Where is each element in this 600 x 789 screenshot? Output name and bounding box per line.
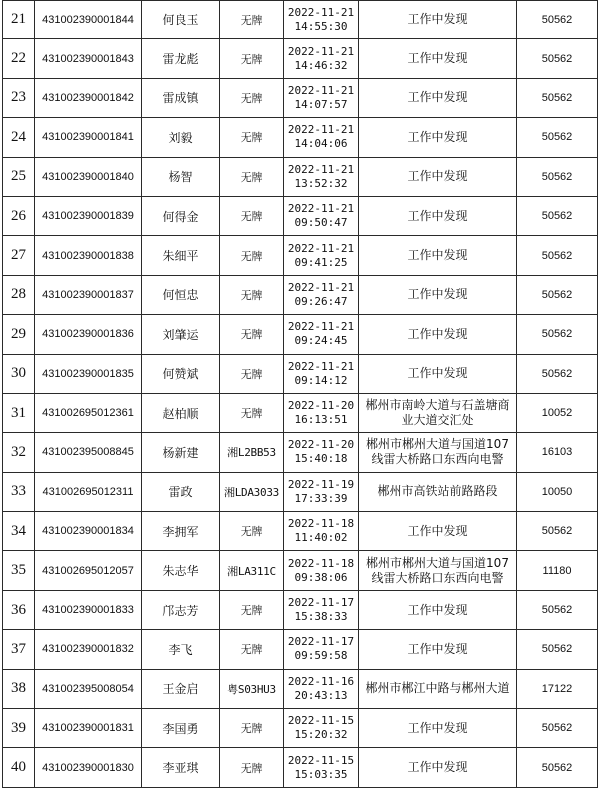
violation-code-cell: 50562	[517, 591, 598, 629]
row-index-cell: 23	[3, 79, 35, 117]
row-index-cell: 33	[3, 473, 35, 511]
row-index-cell: 37	[3, 630, 35, 668]
row-index-cell: 29	[3, 315, 35, 353]
violation-datetime-cell: 2022-11-21 14:55:30	[284, 1, 359, 38]
document-number-cell: 431002390001841	[35, 118, 142, 156]
document-number-cell: 431002390001844	[35, 1, 142, 38]
violation-datetime-cell: 2022-11-21 14:04:06	[284, 118, 359, 156]
row-index-cell: 38	[3, 670, 35, 708]
violation-datetime-cell: 2022-11-16 20:43:13	[284, 670, 359, 708]
violation-code-cell: 50562	[517, 276, 598, 314]
table-row	[3, 670, 598, 709]
person-name-cell: 何恒忠	[142, 276, 220, 314]
violation-datetime-cell: 2022-11-15 15:03:35	[284, 748, 359, 786]
person-name-cell: 刘肇运	[142, 315, 220, 353]
table-row	[3, 276, 598, 315]
table-row	[3, 433, 598, 472]
violation-code-cell: 50562	[517, 39, 598, 77]
table-row	[3, 591, 598, 630]
plate-number-cell: 无牌	[220, 748, 284, 786]
person-name-cell: 李亚琪	[142, 748, 220, 786]
row-index-cell: 22	[3, 39, 35, 77]
violation-datetime-cell: 2022-11-17 15:38:33	[284, 591, 359, 629]
person-name-cell: 何良玉	[142, 1, 220, 38]
violation-datetime-cell: 2022-11-21 09:24:45	[284, 315, 359, 353]
row-index-cell: 26	[3, 197, 35, 235]
violation-place-cell: 工作中发现	[359, 355, 517, 393]
table-row	[3, 709, 598, 748]
person-name-cell: 朱细平	[142, 236, 220, 274]
plate-number-cell: 无牌	[220, 158, 284, 196]
violation-code-cell: 50562	[517, 315, 598, 353]
plate-number-cell: 无牌	[220, 197, 284, 235]
violation-code-cell: 50562	[517, 512, 598, 550]
plate-number-cell: 湘LDA3033	[220, 473, 284, 511]
table-row	[3, 315, 598, 354]
violation-place-cell: 工作中发现	[359, 1, 517, 38]
person-name-cell: 刘毅	[142, 118, 220, 156]
person-name-cell: 赵柏顺	[142, 394, 220, 432]
table-row	[3, 355, 598, 394]
document-number-cell: 431002390001831	[35, 709, 142, 747]
violation-place-cell: 工作中发现	[359, 630, 517, 668]
row-index-cell: 36	[3, 591, 35, 629]
violation-code-cell: 50562	[517, 158, 598, 196]
violation-code-cell: 50562	[517, 197, 598, 235]
table-row	[3, 158, 598, 197]
violation-place-cell: 郴州市郴州大道与国道107线雷大桥路口东西向电警	[359, 551, 517, 589]
plate-number-cell: 无牌	[220, 355, 284, 393]
document-number-cell: 431002695012361	[35, 394, 142, 432]
person-name-cell: 雷政	[142, 473, 220, 511]
violation-datetime-cell: 2022-11-21 09:26:47	[284, 276, 359, 314]
violation-datetime-cell: 2022-11-20 15:40:18	[284, 433, 359, 471]
plate-number-cell: 无牌	[220, 315, 284, 353]
person-name-cell: 李国勇	[142, 709, 220, 747]
violation-datetime-cell: 2022-11-21 14:07:57	[284, 79, 359, 117]
document-number-cell: 431002695012057	[35, 551, 142, 589]
document-number-cell: 431002390001830	[35, 748, 142, 786]
violation-code-cell: 50562	[517, 1, 598, 38]
violation-code-cell: 50562	[517, 118, 598, 156]
table-row	[3, 512, 598, 551]
violation-code-cell: 50562	[517, 630, 598, 668]
person-name-cell: 邝志芳	[142, 591, 220, 629]
violation-datetime-cell: 2022-11-17 09:59:58	[284, 630, 359, 668]
violation-code-cell: 50562	[517, 79, 598, 117]
violation-datetime-cell: 2022-11-21 09:50:47	[284, 197, 359, 235]
document-number-cell: 431002390001837	[35, 276, 142, 314]
person-name-cell: 雷成镇	[142, 79, 220, 117]
plate-number-cell: 无牌	[220, 1, 284, 38]
violation-code-cell: 50562	[517, 355, 598, 393]
violation-place-cell: 工作中发现	[359, 158, 517, 196]
document-number-cell: 431002390001839	[35, 197, 142, 235]
plate-number-cell: 无牌	[220, 591, 284, 629]
violation-place-cell: 工作中发现	[359, 709, 517, 747]
document-number-cell: 431002395008054	[35, 670, 142, 708]
document-number-cell: 431002390001840	[35, 158, 142, 196]
violation-place-cell: 工作中发现	[359, 79, 517, 117]
plate-number-cell: 无牌	[220, 236, 284, 274]
person-name-cell: 杨新建	[142, 433, 220, 471]
document-number-cell: 431002390001838	[35, 236, 142, 274]
violation-code-cell: 50562	[517, 236, 598, 274]
person-name-cell: 李拥军	[142, 512, 220, 550]
violation-code-cell: 50562	[517, 709, 598, 747]
row-index-cell: 40	[3, 748, 35, 786]
table-row	[3, 630, 598, 669]
violation-place-cell: 工作中发现	[359, 236, 517, 274]
violation-place-cell: 郴州市高铁站前路路段	[359, 473, 517, 511]
plate-number-cell: 无牌	[220, 276, 284, 314]
row-index-cell: 32	[3, 433, 35, 471]
row-index-cell: 24	[3, 118, 35, 156]
row-index-cell: 28	[3, 276, 35, 314]
violation-place-cell: 工作中发现	[359, 315, 517, 353]
plate-number-cell: 无牌	[220, 79, 284, 117]
row-index-cell: 39	[3, 709, 35, 747]
violation-datetime-cell: 2022-11-21 14:46:32	[284, 39, 359, 77]
person-name-cell: 王金启	[142, 670, 220, 708]
plate-number-cell: 无牌	[220, 630, 284, 668]
row-index-cell: 25	[3, 158, 35, 196]
row-index-cell: 31	[3, 394, 35, 432]
row-index-cell: 30	[3, 355, 35, 393]
plate-number-cell: 无牌	[220, 39, 284, 77]
table-row	[3, 79, 598, 118]
document-number-cell: 431002390001836	[35, 315, 142, 353]
violation-table	[2, 0, 598, 788]
person-name-cell: 雷龙彪	[142, 39, 220, 77]
violation-datetime-cell: 2022-11-21 09:41:25	[284, 236, 359, 274]
document-number-cell: 431002695012311	[35, 473, 142, 511]
table-row	[3, 0, 598, 39]
person-name-cell: 朱志华	[142, 551, 220, 589]
document-number-cell: 431002390001842	[35, 79, 142, 117]
plate-number-cell: 湘L2BB53	[220, 433, 284, 471]
violation-code-cell: 16103	[517, 433, 598, 471]
person-name-cell: 何赞斌	[142, 355, 220, 393]
violation-place-cell: 工作中发现	[359, 39, 517, 77]
table-row	[3, 394, 598, 433]
violation-code-cell: 10050	[517, 473, 598, 511]
violation-place-cell: 工作中发现	[359, 276, 517, 314]
table-row	[3, 473, 598, 512]
violation-place-cell: 工作中发现	[359, 591, 517, 629]
table-row	[3, 236, 598, 275]
plate-number-cell: 无牌	[220, 394, 284, 432]
document-number-cell: 431002390001843	[35, 39, 142, 77]
document-number-cell: 431002390001832	[35, 630, 142, 668]
table-row	[3, 118, 598, 157]
violation-place-cell: 工作中发现	[359, 748, 517, 786]
table-row	[3, 39, 598, 78]
violation-code-cell: 10052	[517, 394, 598, 432]
violation-code-cell: 11180	[517, 551, 598, 589]
document-number-cell: 431002395008845	[35, 433, 142, 471]
plate-number-cell: 无牌	[220, 709, 284, 747]
row-index-cell: 35	[3, 551, 35, 589]
plate-number-cell: 湘LA311C	[220, 551, 284, 589]
violation-code-cell: 17122	[517, 670, 598, 708]
violation-datetime-cell: 2022-11-19 17:33:39	[284, 473, 359, 511]
plate-number-cell: 无牌	[220, 512, 284, 550]
violation-place-cell: 工作中发现	[359, 512, 517, 550]
violation-datetime-cell: 2022-11-18 09:38:06	[284, 551, 359, 589]
violation-datetime-cell: 2022-11-15 15:20:32	[284, 709, 359, 747]
person-name-cell: 杨智	[142, 158, 220, 196]
violation-datetime-cell: 2022-11-20 16:13:51	[284, 394, 359, 432]
violation-code-cell: 50562	[517, 748, 598, 786]
row-index-cell: 21	[3, 1, 35, 38]
plate-number-cell: 粤S03HU3	[220, 670, 284, 708]
row-index-cell: 34	[3, 512, 35, 550]
violation-place-cell: 工作中发现	[359, 118, 517, 156]
violation-place-cell: 郴州市南岭大道与石盖塘商业大道交汇处	[359, 394, 517, 432]
document-number-cell: 431002390001835	[35, 355, 142, 393]
table-row	[3, 197, 598, 236]
person-name-cell: 李飞	[142, 630, 220, 668]
document-number-cell: 431002390001833	[35, 591, 142, 629]
violation-place-cell: 郴州市郴江中路与郴州大道	[359, 670, 517, 708]
violation-place-cell: 郴州市郴州大道与国道107线雷大桥路口东西向电警	[359, 433, 517, 471]
table-row	[3, 748, 598, 787]
violation-place-cell: 工作中发现	[359, 197, 517, 235]
person-name-cell: 何得金	[142, 197, 220, 235]
table-row	[3, 551, 598, 590]
plate-number-cell: 无牌	[220, 118, 284, 156]
row-index-cell: 27	[3, 236, 35, 274]
violation-datetime-cell: 2022-11-21 09:14:12	[284, 355, 359, 393]
document-number-cell: 431002390001834	[35, 512, 142, 550]
violation-datetime-cell: 2022-11-18 11:40:02	[284, 512, 359, 550]
violation-datetime-cell: 2022-11-21 13:52:32	[284, 158, 359, 196]
